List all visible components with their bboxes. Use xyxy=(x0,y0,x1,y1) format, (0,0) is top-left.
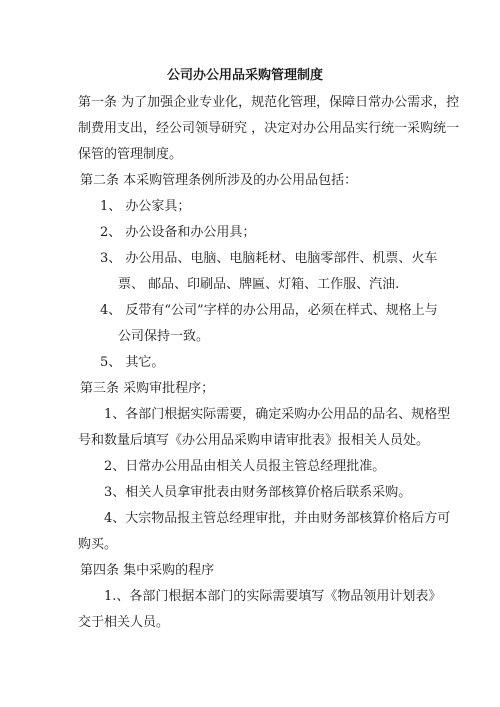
text-line: 1、各部门根据实际需要，确定采购办公用品的品名、规格型 xyxy=(104,407,451,422)
text-line: 交于相关人员。 xyxy=(78,615,170,630)
text-line: 制费用支出，经公司领导研究 ，决定对办公用品实行统一采购统一 xyxy=(78,121,460,136)
section-heading: 第四条 集中采购的程序 xyxy=(80,563,215,578)
list-item: 3、 办公用品、电脑、电脑耗材、电脑零部件、机票、火车 xyxy=(100,251,438,266)
list-item: 2、 办公设备和办公用具； xyxy=(100,225,256,240)
text-line: 3、相关人员拿审批表由财务部核算价格后联系采购。 xyxy=(104,485,412,500)
text-line: 第一条 为了加强企业专业化，规范化管理，保障日常办公需求，控 xyxy=(78,95,460,110)
text-line: 购买。 xyxy=(78,537,118,552)
text-line: 4、大宗物品报主管总经理审批，并由财务部核算价格后方可 xyxy=(104,511,451,526)
list-item: 1、 办公家具； xyxy=(100,199,191,214)
list-item: 5、 其它。 xyxy=(100,355,165,370)
text-line: 1.、各部门根据本部门的实际需要填写《物品领用计划表》 xyxy=(104,589,442,604)
text-line: 号和数量后填写《办公用品采购申请审批表》报相关人员处。 xyxy=(78,433,430,448)
text-line: 2、日常办公用品由相关人员报主管总经理批准。 xyxy=(104,459,386,474)
section-heading: 第二条 本采购管理条例所涉及的办公用品包括： xyxy=(80,173,358,188)
list-item-continued: 票、 邮品、印刷品、牌匾、灯箱、工作服、汽油. xyxy=(118,277,400,292)
list-item-continued: 公司保持一致。 xyxy=(118,329,210,344)
text-line: 保管的管理制度。 xyxy=(78,147,183,162)
document-title: 公司办公用品采购管理制度 xyxy=(167,68,324,83)
list-item: 4、 反带有“公司”字样的办公用品，必须在样式、规格上与 xyxy=(100,303,438,318)
section-heading: 第三条 采购审批程序； xyxy=(80,381,215,396)
